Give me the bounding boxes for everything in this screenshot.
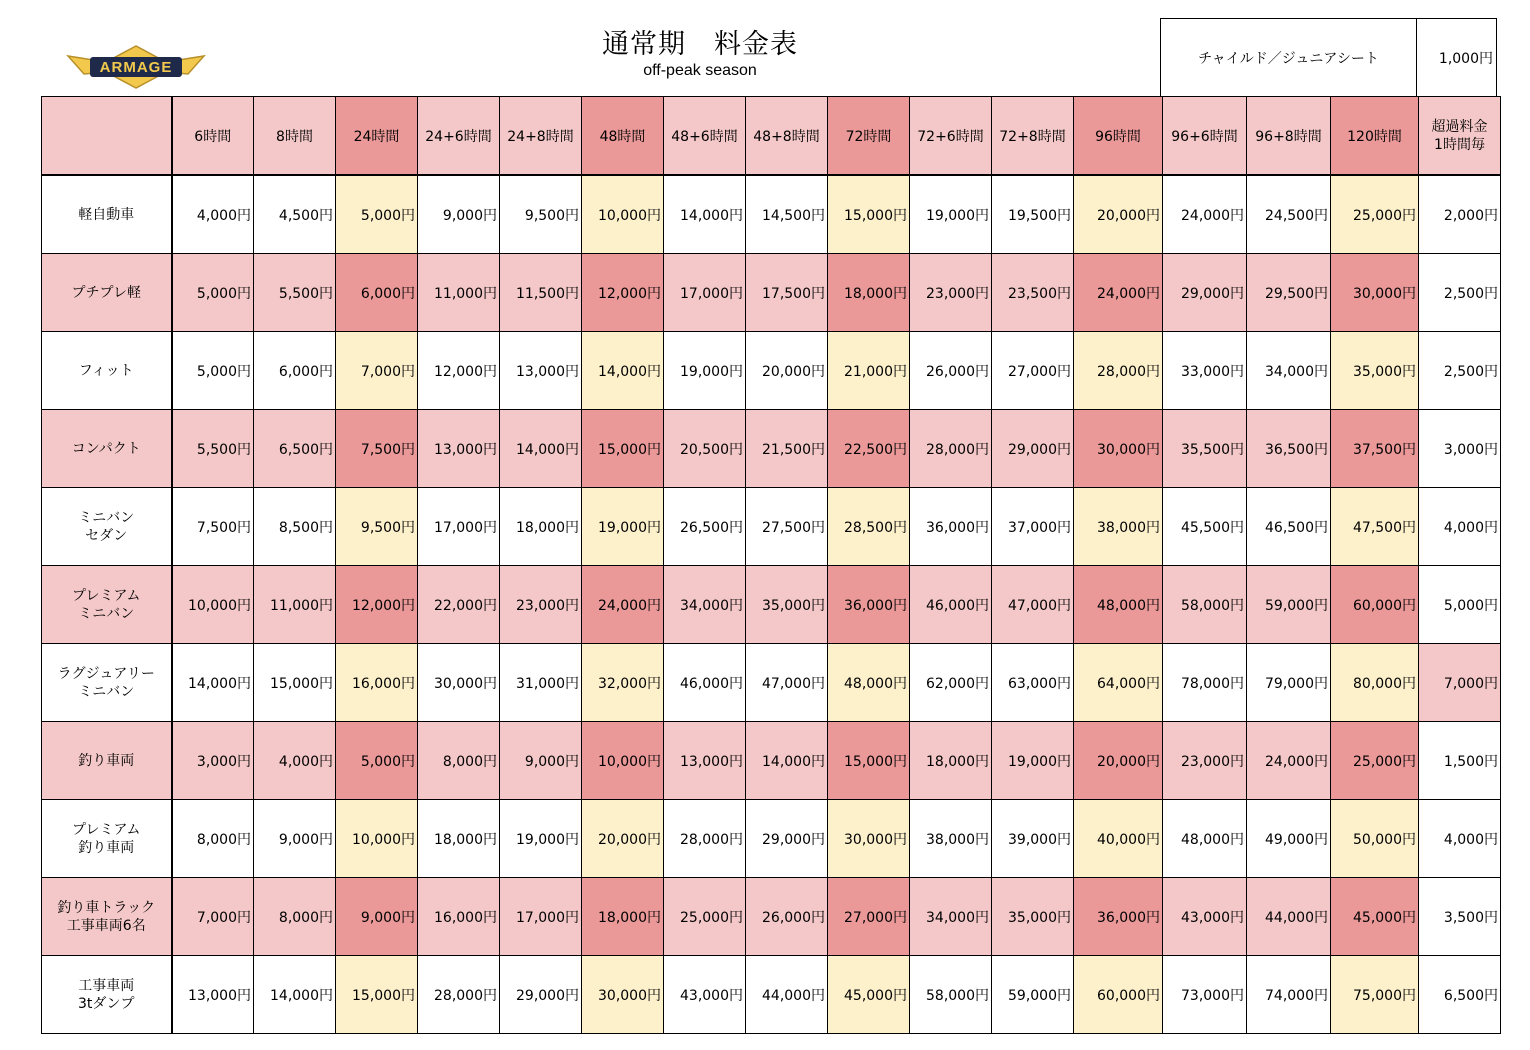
price-cell: 44,000円	[1247, 878, 1331, 956]
overtime-price-cell: 7,000円	[1419, 644, 1501, 722]
price-cell: 26,000円	[746, 878, 828, 956]
price-cell: 46,000円	[664, 644, 746, 722]
child-seat-price: 1,000円	[1438, 50, 1493, 67]
armage-logo	[66, 42, 206, 90]
vehicle-class-label: 釣り車トラック 工事車両6名	[42, 878, 172, 956]
price-cell: 9,000円	[418, 175, 500, 254]
price-cell: 15,000円	[336, 956, 418, 1034]
column-header: 48+8時間	[746, 97, 828, 176]
price-cell: 20,000円	[582, 800, 664, 878]
price-cell: 36,500円	[1247, 410, 1331, 488]
price-cell: 8,000円	[418, 722, 500, 800]
price-cell: 44,000円	[746, 956, 828, 1034]
price-cell: 36,000円	[1074, 878, 1163, 956]
price-cell: 18,000円	[910, 722, 992, 800]
price-cell: 48,000円	[1074, 566, 1163, 644]
price-cell: 14,000円	[582, 332, 664, 410]
price-cell: 29,000円	[746, 800, 828, 878]
price-cell: 48,000円	[828, 644, 910, 722]
price-cell: 25,000円	[664, 878, 746, 956]
price-cell: 24,000円	[1163, 175, 1247, 254]
price-cell: 17,000円	[664, 254, 746, 332]
header-corner	[42, 97, 172, 176]
price-cell: 6,000円	[254, 332, 336, 410]
price-cell: 46,000円	[910, 566, 992, 644]
price-cell: 18,000円	[828, 254, 910, 332]
column-header: 96+6時間	[1163, 97, 1247, 176]
price-cell: 36,000円	[828, 566, 910, 644]
price-cell: 24,000円	[1247, 722, 1331, 800]
price-cell: 19,500円	[992, 175, 1074, 254]
price-cell: 23,000円	[500, 566, 582, 644]
price-cell: 8,000円	[254, 878, 336, 956]
price-cell: 30,000円	[1331, 254, 1419, 332]
column-header: 72+8時間	[992, 97, 1074, 176]
price-cell: 4,000円	[254, 722, 336, 800]
price-cell: 31,000円	[500, 644, 582, 722]
price-cell: 10,000円	[582, 175, 664, 254]
price-cell: 16,000円	[418, 878, 500, 956]
overtime-price-cell: 2,000円	[1419, 175, 1501, 254]
price-cell: 13,000円	[418, 410, 500, 488]
price-cell: 33,000円	[1163, 332, 1247, 410]
price-cell: 59,000円	[1247, 566, 1331, 644]
price-cell: 58,000円	[1163, 566, 1247, 644]
price-cell: 47,000円	[746, 644, 828, 722]
price-cell: 15,000円	[828, 722, 910, 800]
price-cell: 10,000円	[336, 800, 418, 878]
price-cell: 60,000円	[1074, 956, 1163, 1034]
overtime-price-cell: 2,500円	[1419, 254, 1501, 332]
vehicle-class-label: プレミアム 釣り車両	[42, 800, 172, 878]
vehicle-class-label: 工事車両 3tダンプ	[42, 956, 172, 1034]
column-header: 24+6時間	[418, 97, 500, 176]
vehicle-class-label: ラグジュアリー ミニバン	[42, 644, 172, 722]
overtime-price-cell: 1,500円	[1419, 722, 1501, 800]
price-cell: 7,500円	[172, 488, 254, 566]
price-cell: 11,000円	[254, 566, 336, 644]
table-row	[42, 566, 1501, 644]
price-cell: 28,000円	[910, 410, 992, 488]
price-cell: 60,000円	[1331, 566, 1419, 644]
price-cell: 32,000円	[582, 644, 664, 722]
price-cell: 11,500円	[500, 254, 582, 332]
vehicle-class-label: コンパクト	[42, 410, 172, 488]
price-cell: 12,000円	[418, 332, 500, 410]
price-cell: 24,000円	[1074, 254, 1163, 332]
rate-table	[41, 96, 1501, 1034]
price-cell: 19,000円	[582, 488, 664, 566]
column-header: 48時間	[582, 97, 664, 176]
overtime-price-cell: 4,000円	[1419, 488, 1501, 566]
price-cell: 5,000円	[172, 254, 254, 332]
price-cell: 26,500円	[664, 488, 746, 566]
table-row	[42, 722, 1501, 800]
vehicle-class-label: フィット	[42, 332, 172, 410]
price-cell: 73,000円	[1163, 956, 1247, 1034]
price-cell: 9,000円	[254, 800, 336, 878]
price-cell: 26,000円	[910, 332, 992, 410]
price-cell: 14,500円	[746, 175, 828, 254]
price-cell: 28,500円	[828, 488, 910, 566]
price-cell: 5,000円	[336, 722, 418, 800]
price-cell: 9,500円	[500, 175, 582, 254]
price-cell: 58,000円	[910, 956, 992, 1034]
price-cell: 19,000円	[664, 332, 746, 410]
price-cell: 18,000円	[582, 878, 664, 956]
table-row	[42, 488, 1501, 566]
column-header: 120時間	[1331, 97, 1419, 176]
price-cell: 28,000円	[1074, 332, 1163, 410]
column-header: 96時間	[1074, 97, 1163, 176]
price-cell: 20,500円	[664, 410, 746, 488]
price-cell: 21,000円	[828, 332, 910, 410]
price-cell: 48,000円	[1163, 800, 1247, 878]
vehicle-class-label: ミニバン セダン	[42, 488, 172, 566]
price-cell: 7,500円	[336, 410, 418, 488]
price-cell: 23,000円	[1163, 722, 1247, 800]
price-cell: 34,000円	[664, 566, 746, 644]
price-cell: 74,000円	[1247, 956, 1331, 1034]
price-cell: 10,000円	[582, 722, 664, 800]
price-cell: 10,000円	[172, 566, 254, 644]
price-cell: 43,000円	[1163, 878, 1247, 956]
price-cell: 38,000円	[910, 800, 992, 878]
price-cell: 18,000円	[500, 488, 582, 566]
price-cell: 64,000円	[1074, 644, 1163, 722]
price-cell: 79,000円	[1247, 644, 1331, 722]
price-cell: 59,000円	[992, 956, 1074, 1034]
vehicle-class-label: プチプレ軽	[42, 254, 172, 332]
price-cell: 29,000円	[992, 410, 1074, 488]
price-cell: 5,000円	[172, 332, 254, 410]
price-cell: 27,000円	[992, 332, 1074, 410]
table-row	[42, 800, 1501, 878]
price-cell: 37,500円	[1331, 410, 1419, 488]
price-cell: 28,000円	[664, 800, 746, 878]
price-cell: 17,500円	[746, 254, 828, 332]
price-cell: 21,500円	[746, 410, 828, 488]
table-row	[42, 332, 1501, 410]
price-cell: 9,500円	[336, 488, 418, 566]
price-cell: 23,000円	[910, 254, 992, 332]
price-cell: 13,000円	[172, 956, 254, 1034]
price-cell: 7,000円	[336, 332, 418, 410]
price-cell: 22,500円	[828, 410, 910, 488]
table-row	[42, 254, 1501, 332]
column-header: 48+6時間	[664, 97, 746, 176]
price-cell: 39,000円	[992, 800, 1074, 878]
price-cell: 5,500円	[172, 410, 254, 488]
price-cell: 9,000円	[500, 722, 582, 800]
price-cell: 15,000円	[582, 410, 664, 488]
price-cell: 19,000円	[910, 175, 992, 254]
table-row	[42, 410, 1501, 488]
price-cell: 6,000円	[336, 254, 418, 332]
price-cell: 16,000円	[336, 644, 418, 722]
price-cell: 19,000円	[992, 722, 1074, 800]
table-row	[42, 175, 1501, 254]
price-cell: 4,000円	[172, 175, 254, 254]
page-subtitle: off-peak season	[643, 62, 757, 79]
price-cell: 19,000円	[500, 800, 582, 878]
price-cell: 63,000円	[992, 644, 1074, 722]
price-cell: 14,000円	[664, 175, 746, 254]
price-cell: 34,000円	[910, 878, 992, 956]
column-header: 72時間	[828, 97, 910, 176]
price-cell: 45,000円	[828, 956, 910, 1034]
child-seat-label: チャイルド／ジュニアシート	[1161, 19, 1417, 96]
price-cell: 23,500円	[992, 254, 1074, 332]
price-cell: 30,000円	[582, 956, 664, 1034]
price-cell: 7,000円	[172, 878, 254, 956]
price-cell: 80,000円	[1331, 644, 1419, 722]
price-cell: 35,000円	[1331, 332, 1419, 410]
price-cell: 12,000円	[336, 566, 418, 644]
price-cell: 14,000円	[172, 644, 254, 722]
price-cell: 13,000円	[664, 722, 746, 800]
table-row	[42, 956, 1501, 1034]
price-cell: 45,000円	[1331, 878, 1419, 956]
price-cell: 20,000円	[1074, 722, 1163, 800]
price-cell: 46,500円	[1247, 488, 1331, 566]
price-cell: 38,000円	[1074, 488, 1163, 566]
price-cell: 5,000円	[336, 175, 418, 254]
price-cell: 14,000円	[500, 410, 582, 488]
child-seat-box	[1160, 18, 1497, 96]
overtime-price-cell: 4,000円	[1419, 800, 1501, 878]
overtime-price-cell: 3,500円	[1419, 878, 1501, 956]
price-cell: 24,500円	[1247, 175, 1331, 254]
column-header: 6時間	[172, 97, 254, 176]
overtime-price-cell: 3,000円	[1419, 410, 1501, 488]
overtime-price-cell: 6,500円	[1419, 956, 1501, 1034]
price-cell: 28,000円	[418, 956, 500, 1034]
price-cell: 45,500円	[1163, 488, 1247, 566]
price-cell: 22,000円	[418, 566, 500, 644]
header-row	[42, 97, 1501, 176]
price-cell: 47,500円	[1331, 488, 1419, 566]
price-cell: 35,000円	[746, 566, 828, 644]
price-cell: 12,000円	[582, 254, 664, 332]
price-cell: 8,500円	[254, 488, 336, 566]
price-cell: 40,000円	[1074, 800, 1163, 878]
price-cell: 29,500円	[1247, 254, 1331, 332]
price-cell: 34,000円	[1247, 332, 1331, 410]
price-cell: 29,000円	[1163, 254, 1247, 332]
table-row	[42, 878, 1501, 956]
price-cell: 75,000円	[1331, 956, 1419, 1034]
price-cell: 35,000円	[992, 878, 1074, 956]
price-cell: 17,000円	[418, 488, 500, 566]
price-cell: 4,500円	[254, 175, 336, 254]
overtime-price-cell: 5,000円	[1419, 566, 1501, 644]
price-cell: 30,000円	[828, 800, 910, 878]
price-cell: 78,000円	[1163, 644, 1247, 722]
price-cell: 24,000円	[582, 566, 664, 644]
title-block	[460, 28, 940, 80]
price-cell: 36,000円	[910, 488, 992, 566]
price-cell: 5,500円	[254, 254, 336, 332]
column-header: 超過料金 1時間毎	[1419, 97, 1501, 176]
price-cell: 50,000円	[1331, 800, 1419, 878]
price-cell: 62,000円	[910, 644, 992, 722]
price-cell: 27,000円	[828, 878, 910, 956]
price-cell: 15,000円	[828, 175, 910, 254]
overtime-price-cell: 2,500円	[1419, 332, 1501, 410]
price-cell: 17,000円	[500, 878, 582, 956]
column-header: 72+6時間	[910, 97, 992, 176]
price-cell: 25,000円	[1331, 722, 1419, 800]
price-cell: 11,000円	[418, 254, 500, 332]
price-cell: 30,000円	[1074, 410, 1163, 488]
price-cell: 30,000円	[418, 644, 500, 722]
price-cell: 20,000円	[1074, 175, 1163, 254]
price-cell: 13,000円	[500, 332, 582, 410]
price-cell: 37,000円	[992, 488, 1074, 566]
price-cell: 18,000円	[418, 800, 500, 878]
price-cell: 14,000円	[254, 956, 336, 1034]
price-cell: 9,000円	[336, 878, 418, 956]
price-cell: 49,000円	[1247, 800, 1331, 878]
price-cell: 35,500円	[1163, 410, 1247, 488]
price-cell: 47,000円	[992, 566, 1074, 644]
table-row	[42, 644, 1501, 722]
column-header: 96+8時間	[1247, 97, 1331, 176]
column-header: 24時間	[336, 97, 418, 176]
price-cell: 6,500円	[254, 410, 336, 488]
column-header: 8時間	[254, 97, 336, 176]
price-cell: 43,000円	[664, 956, 746, 1034]
column-header: 24+8時間	[500, 97, 582, 176]
price-cell: 3,000円	[172, 722, 254, 800]
price-cell: 15,000円	[254, 644, 336, 722]
vehicle-class-label: 釣り車両	[42, 722, 172, 800]
logo-text: ARMAGE	[99, 59, 173, 76]
price-cell: 8,000円	[172, 800, 254, 878]
price-cell: 25,000円	[1331, 175, 1419, 254]
vehicle-class-label: プレミアム ミニバン	[42, 566, 172, 644]
page-title: 通常期 料金表	[602, 29, 798, 60]
price-cell: 27,500円	[746, 488, 828, 566]
price-cell: 29,000円	[500, 956, 582, 1034]
price-cell: 14,000円	[746, 722, 828, 800]
price-cell: 20,000円	[746, 332, 828, 410]
vehicle-class-label: 軽自動車	[42, 175, 172, 254]
